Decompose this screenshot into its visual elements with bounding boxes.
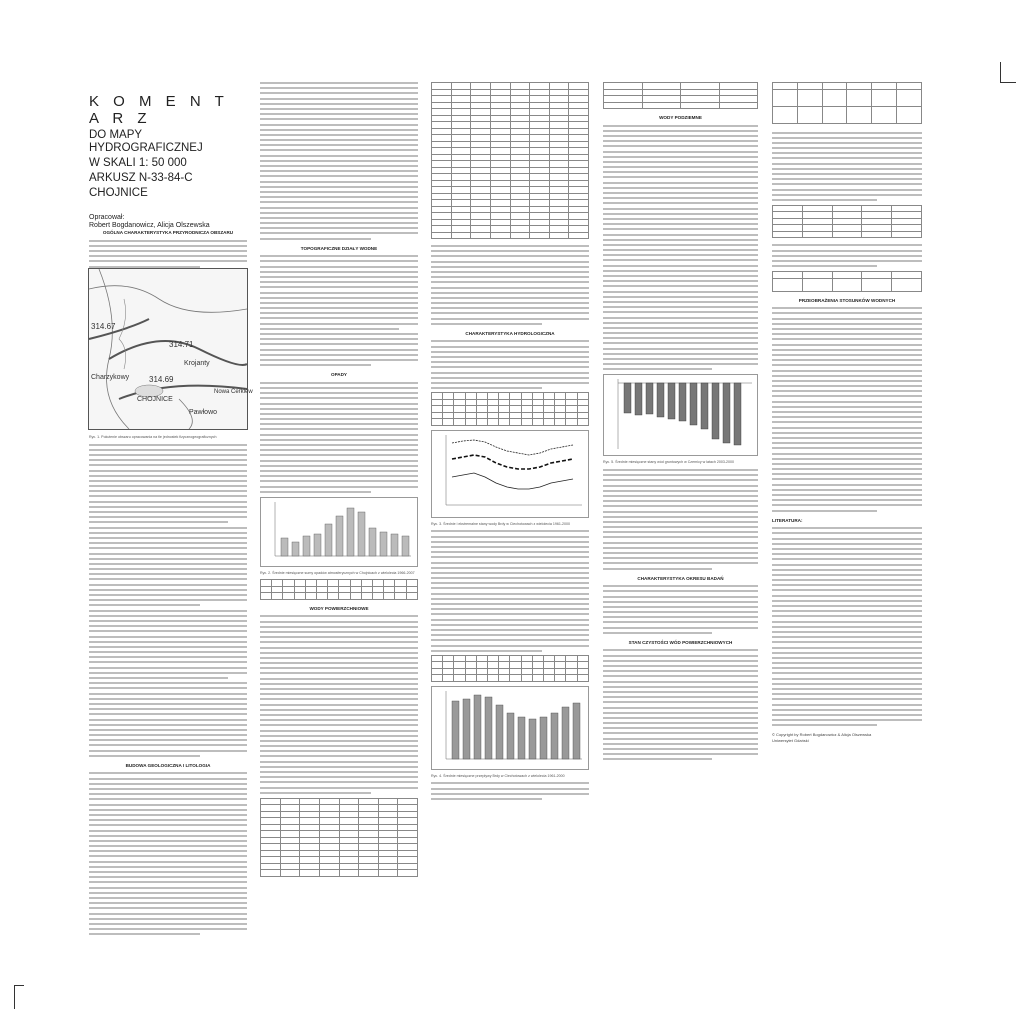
section-heading-ground: WODY PODZIEMNE <box>659 115 702 120</box>
document-title: K O M E N T A R Z <box>89 93 229 127</box>
text-block <box>431 340 589 389</box>
section-heading-literature: LITERATURA: <box>772 517 803 523</box>
text-block <box>603 125 758 371</box>
water-levels-chart <box>431 430 589 518</box>
title-line-3: ARKUSZ N-33-84-C <box>89 172 193 184</box>
precipitation-bars <box>261 498 417 564</box>
column-3 <box>431 82 589 803</box>
map-town-charzykowy: Charzykowy <box>91 374 130 381</box>
section-heading-hydro: CHARAKTERYSTYKA HYDROLOGICZNA <box>465 330 555 336</box>
copyright-line-1: © Copyright by Robert Bogdanowicz & Alicja Olszewska <box>772 732 872 738</box>
water-levels-table <box>431 392 589 426</box>
text-block <box>772 244 922 267</box>
crop-mark-bottom-left <box>14 985 15 1009</box>
crop-mark-top-right-h <box>1000 82 1016 83</box>
section-heading-drain: CHARAKTERYSTYKA OKRESU BADAŃ <box>637 575 724 581</box>
text-block <box>260 615 418 793</box>
column-5 <box>772 82 922 744</box>
section-heading-topo: TOPOGRAFICZNE DZIAŁY WODNE <box>300 245 378 251</box>
precipitation-chart <box>260 497 418 567</box>
section-heading-general: OGÓLNA CHARAKTERYSTYKA PRZYRODNICZA OBSZARU <box>102 230 234 235</box>
copyright-line-2: Uniwersytet Gdański <box>772 737 809 743</box>
map-label-h2: 314.71 <box>169 340 194 349</box>
section-heading-geology: BUDOWA GEOLOGICZNA I LITOLOGIA <box>125 762 211 768</box>
column-1-lower <box>89 432 247 938</box>
title-block <box>89 93 249 229</box>
text-block <box>431 245 589 325</box>
text-block <box>603 469 758 570</box>
location-map <box>88 268 253 430</box>
title-line-1: DO MAPY HYDROGRAFICZNEJ <box>89 129 203 154</box>
title-line-4: CHOJNICE <box>89 187 148 199</box>
wells-table <box>603 82 758 109</box>
crop-mark-top-right <box>1000 62 1001 82</box>
text-block <box>431 782 589 800</box>
figure-1-caption: Ryc. 1. Położenie obszaru opracowania na tle jednostek fizycznogeograficznych <box>89 435 217 439</box>
section-heading-transform: PRZEOBRAŻENIA STOSUNKÓW WODNYCH <box>798 297 896 303</box>
prepared-label: Opracował: <box>89 214 125 221</box>
flows-table <box>431 655 589 682</box>
map-graphic <box>89 269 253 429</box>
figure-3-caption: Ryc. 3. Średnie i ekstremalne stany wody Brdy w Ciechotowach z wielolecia 1961-2000 <box>431 521 571 526</box>
text-block <box>260 382 418 493</box>
text-block <box>603 585 758 634</box>
figure-4-caption: Ryc. 4. Średnie miesięczne przepływy Brdy w Ciechotowach z wielolecia 1961-2000 <box>431 773 565 778</box>
lakes-quality-table <box>772 205 922 239</box>
groundwater-chart <box>603 374 758 456</box>
text-block <box>89 240 247 268</box>
map-label-h1: 314.67 <box>91 322 116 331</box>
water-levels-lines <box>432 431 588 515</box>
column-4 <box>603 82 758 764</box>
text-block <box>431 530 589 651</box>
map-town-nowa-cerkiew: Nowa Cerkiew <box>214 389 253 395</box>
text-block <box>772 132 922 201</box>
flows-bars <box>432 687 588 767</box>
text-block <box>260 82 418 240</box>
figure-5-caption: Ryc. 5. Średnie miesięczne stany wód gruntowych w Czernicy w latach 2003-2000 <box>603 460 735 465</box>
figure-2-caption: Ryc. 2. Średnie miesięczne sumy opadów atmosferycznych w Chojnicach z wielolecia 1966-2007 <box>260 570 415 575</box>
lakes-table-continued <box>431 82 589 239</box>
text-block <box>89 772 247 935</box>
groundwater-bars <box>604 375 757 453</box>
map-town-krojanty: Krojanty <box>184 360 210 367</box>
column-2 <box>260 82 418 877</box>
flows-chart <box>431 686 589 770</box>
text-block <box>260 255 418 366</box>
section-heading-surface: WODY POWIERZCHNIOWE <box>309 605 369 611</box>
column-1 <box>89 224 247 271</box>
literature-list <box>772 527 922 726</box>
map-label-h3: 314.69 <box>149 375 174 384</box>
section-heading-precip: OPADY <box>331 372 347 378</box>
title-line-2: W SKALI 1: 50 000 <box>89 157 187 169</box>
authors: Robert Bogdanowicz, Alicja Olszewska <box>89 222 210 229</box>
text-block <box>772 307 922 511</box>
crop-mark-bottom-left-h <box>14 985 24 986</box>
section-heading-quality: STAN CZYSTOŚCI WÓD POWIERZCHNIOWYCH <box>628 639 733 645</box>
map-town-pawlowo: Pawłowo <box>189 409 218 416</box>
copyright <box>772 732 922 743</box>
text-block <box>89 444 247 757</box>
lakes-table <box>260 798 418 877</box>
wells-params-table <box>772 82 922 124</box>
map-town-chojnice: CHOJNICE <box>137 396 173 403</box>
sewage-table <box>772 271 922 292</box>
precipitation-table <box>260 579 418 600</box>
text-block <box>603 649 758 760</box>
